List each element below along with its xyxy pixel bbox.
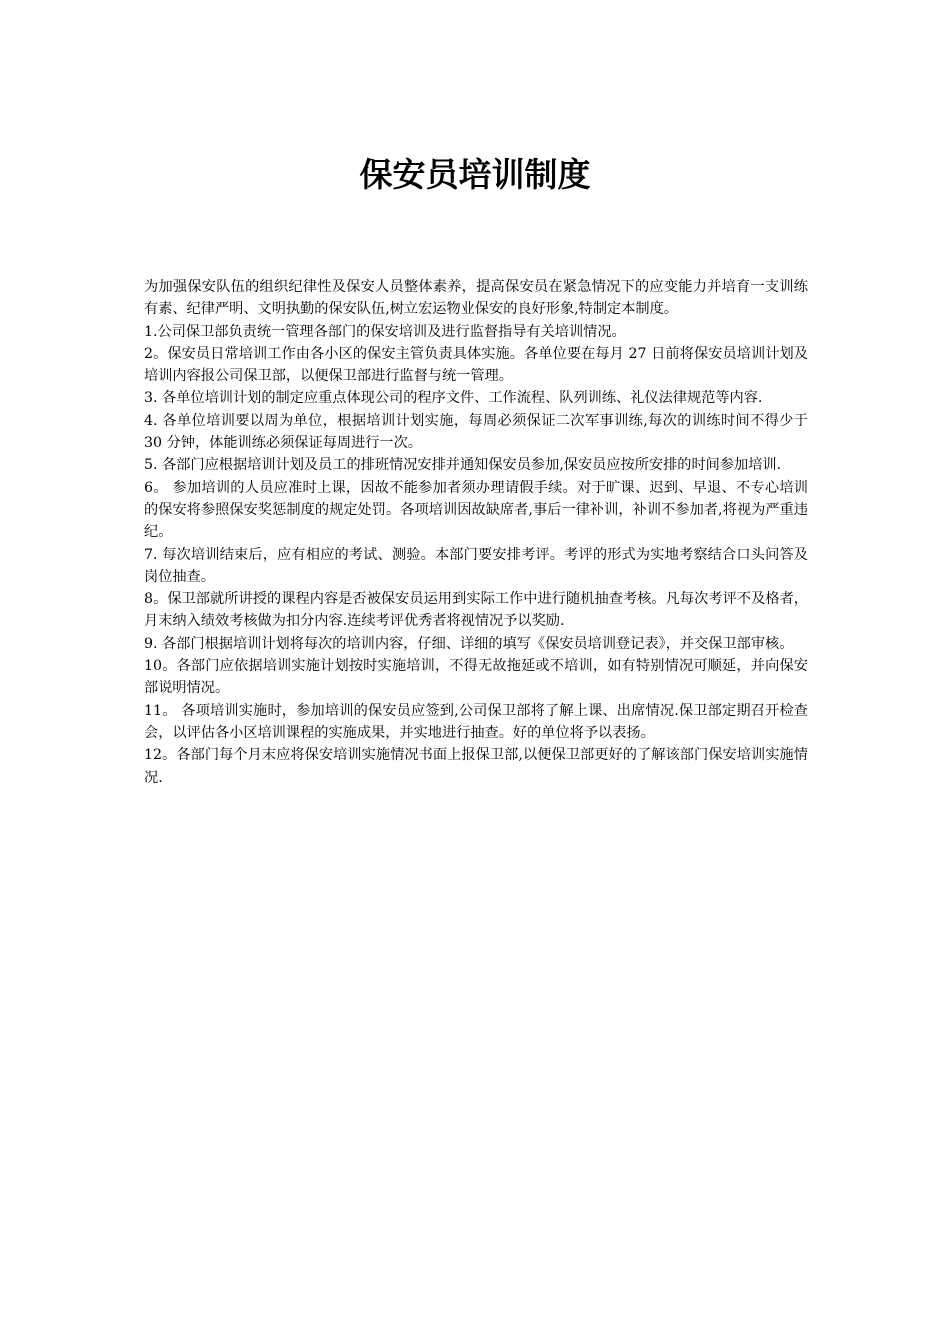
rule-item-8: 8。保卫部就所讲授的课程内容是否被保安员运用到实际工作中进行随机抽查考核。凡每次考评不及格者，月末纳入绩效考核做为扣分内容.连续考评优秀者将视情况予以奖励. [144, 591, 808, 630]
document-body [144, 276, 808, 789]
rule-item-10: 10。各部门应依据培训实施计划按时实施培训，不得无故拖延或不培训，如有特别情况可顺延，并向保安部说明情况。 [144, 658, 808, 697]
rule-item-3: 3. 各单位培训计划的制定应重点体现公司的程序文件、工作流程、队列训练、礼仪法律规范等内容. [144, 390, 763, 407]
rule-item-12: 12。各部门每个月末应将保安培训实施情况书面上报保卫部,以便保卫部更好的了解该部门保安培训实施情况. [144, 747, 808, 786]
intro-paragraph: 为加强保安队伍的组织纪律性及保安人员整体素养，提高保安员在紧急情况下的应变能力并培育一支训练有素、纪律严明、文明执勤的保安队伍,树立宏运物业保安的良好形象,特制定本制度。 [144, 279, 808, 318]
rule-item-7: 7. 每次培训结束后，应有相应的考试、测验。本部门要安排考评。考评的形式为实地考察结合口头问答及岗位抽查。 [144, 546, 808, 585]
document-title: 保安员培训制度 [359, 155, 591, 194]
rule-item-9: 9. 各部门根据培训计划将每次的培训内容，仔细、详细的填写《保安员培训登记表》，并交保卫部审核。 [144, 635, 794, 652]
rule-item-11: 11。 各项培训实施时，参加培训的保安员应签到,公司保卫部将了解上课、出席情况.保卫部定期召开检查会，以评估各小区培训课程的实施成果，并实地进行抽查。好的单位将予以表扬。 [144, 702, 808, 741]
rule-item-6: 6。 参加培训的人员应准时上课，因故不能参加者须办理请假手续。对于旷课、迟到、早退、不专心培训的保安将参照保安奖惩制度的规定处罚。各项培训因故缺席者,事后一律补训，补训不参加者,将视为严重违纪。 [144, 479, 808, 541]
rule-item-2: 2。保安员日常培训工作由各小区的保安主管负责具体实施。各单位要在每月 27 日前将保安员培训计划及培训内容报公司保卫部，以便保卫部进行监督与统一管理。 [144, 345, 808, 385]
rule-item-4: 4. 各单位培训要以周为单位，根据培训计划实施，每周必须保证二次军事训练,每次的训练时间不得少于 30 分钟，体能训练必须保证每周进行一次。 [144, 412, 808, 452]
rule-item-1: 1.公司保卫部负责统一管理各部门的保安培训及进行监督指导有关培训情况。 [144, 323, 626, 340]
rule-item-5: 5. 各部门应根据培训计划及员工的排班情况安排并通知保安员参加,保安员应按所安排的时间参加培训. [144, 457, 782, 474]
